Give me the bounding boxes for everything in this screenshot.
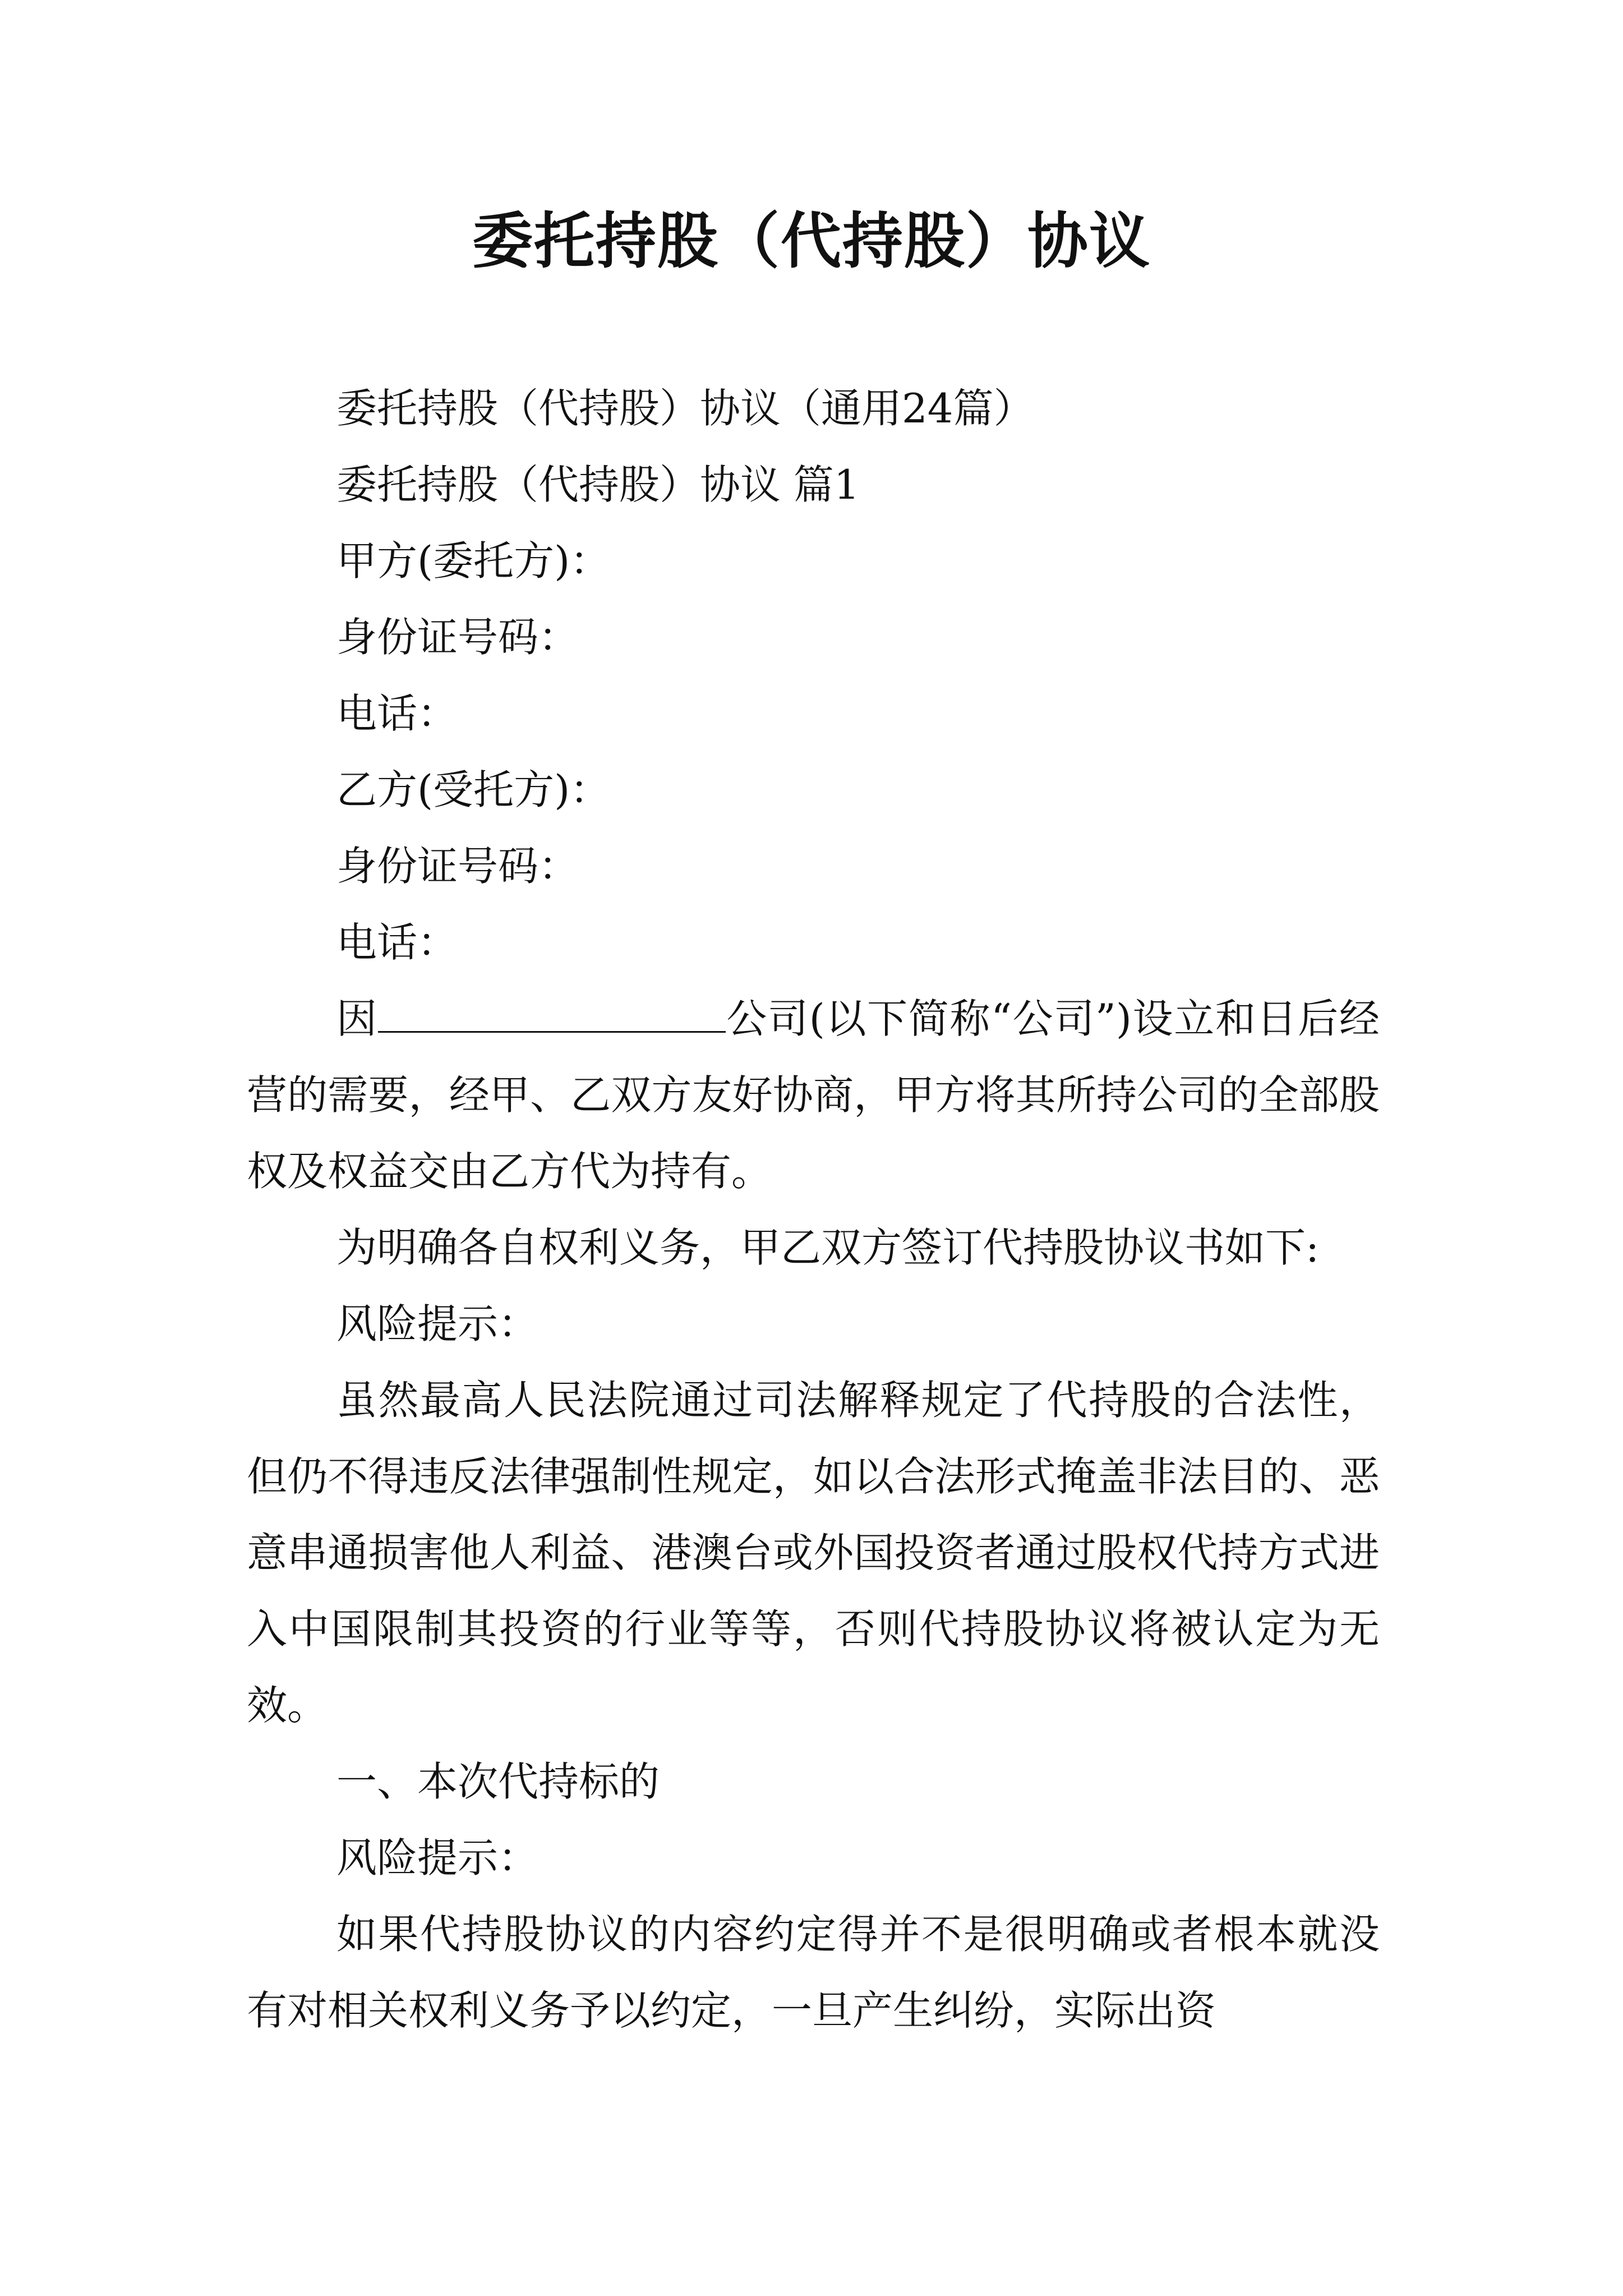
- party-a-phone-label: 电话：: [336, 690, 458, 737]
- party-b-phone-label: 电话：: [336, 919, 458, 966]
- risk-text-2: 如果代持股协议的内容约定得并不是很明确或者根本就没有对相关权利义务予以约定，一旦产生纠纷，实际出资: [247, 1911, 1380, 2034]
- company-name-blank: [378, 992, 726, 1033]
- risk-label-1: 风险提示：: [336, 1300, 539, 1347]
- risk-label-2: 风险提示：: [336, 1834, 539, 1881]
- clause-intro-paragraph: 为明确各自权利义务，甲乙双方签订代持股协议书如下:: [336, 1224, 1320, 1271]
- intro-prefix: 因: [336, 995, 378, 1042]
- document-title: 委托持股（代持股）协议: [472, 206, 1151, 277]
- intro-paragraph: [247, 981, 1380, 1209]
- party-a-label: 甲方(委托方)：: [336, 537, 611, 585]
- document-body: [247, 370, 1380, 2049]
- risk-text-1: 虽然最高人民法院通过司法解释规定了代持股的合法性，但仍不得违反法律强制性规定，如以合法形式掩盖非法目的、恶意串通损害他人利益、港澳台或外国投资者通过股权代持方式进入中国限制其投资的行业等等，否则代持股协议将被认定为无效。: [247, 1377, 1380, 1729]
- intro-suffix: 公司(以下简称“公司”)设立和日后经营的需要，经甲、乙双方友好协商，甲方将其所持公司的全部股权及权益交由乙方代为持有。: [247, 995, 1380, 1195]
- section-heading: 委托持股（代持股）协议 篇1: [336, 461, 860, 508]
- party-a-id-label: 身份证号码：: [336, 614, 579, 661]
- party-b-id-label: 身份证号码：: [336, 843, 579, 890]
- section-one-heading: 一、本次代持标的: [336, 1758, 660, 1805]
- party-b-label: 乙方(受托方)：: [336, 766, 611, 813]
- subtitle-line: 委托持股（代持股）协议（通用24篇）: [336, 385, 1034, 432]
